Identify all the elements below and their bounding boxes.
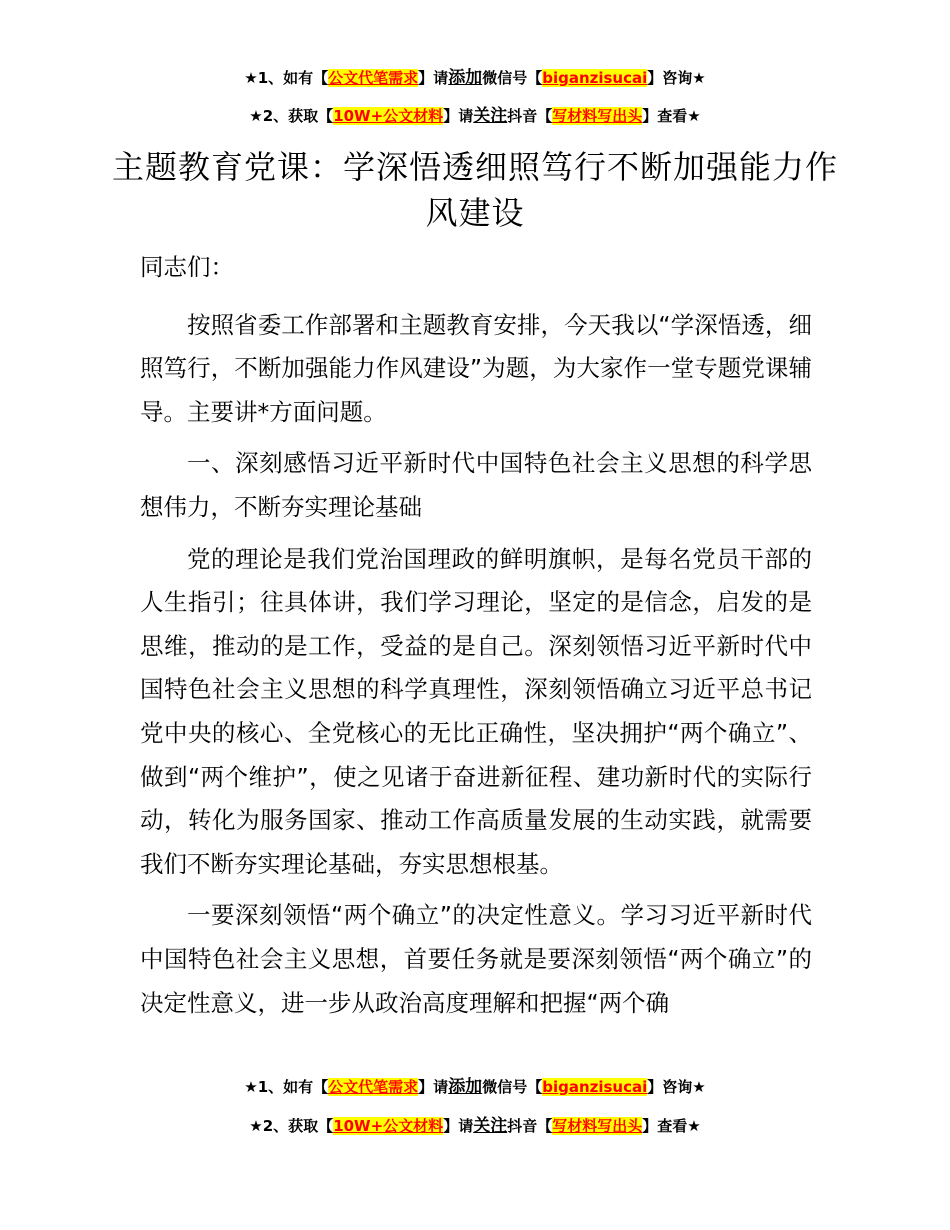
promo-text: 2、获取【 xyxy=(262,1117,334,1135)
promo-text: 】请 xyxy=(418,1078,449,1096)
promo-text: 2、获取【 xyxy=(262,107,334,125)
promo-line-2-footer xyxy=(0,1116,950,1136)
paragraph: 党的理论是我们党治国理政的鲜明旗帜，是每名党员干部的人生指引；往具体讲，我们学习理论，坚定的是信念，启发的是思维，推动的是工作，受益的是自己。深刻领悟习近平新时代中国特色社会主义思想的科学真理性，深刻领悟确立习近平总书记党中央的核心、全党核心的无比正确性，坚决拥护“两个确立”、做到“两个维护”，使之见诸于奋进新征程、建功新时代的实际行动，转化为服务国家、推动工作高质量发展的生动实践，就需要我们不断夯实理论基础，夯实思想根基。 xyxy=(140,544,812,878)
promo-highlight: biganzisucai xyxy=(542,69,648,87)
promo-text: 】咨询 xyxy=(647,1078,693,1096)
promo-highlight: 公文代笔需求 xyxy=(328,69,419,87)
promo-text: 】查看 xyxy=(642,1117,688,1135)
section-heading: 一、深刻感悟习近平新时代中国特色社会主义思想的科学思想伟力，不断夯实理论基础 xyxy=(140,449,812,521)
star-icon: ★ xyxy=(687,1117,701,1135)
star-icon: ★ xyxy=(249,1117,263,1135)
star-icon: ★ xyxy=(692,69,706,87)
star-icon: ★ xyxy=(249,107,263,125)
star-icon: ★ xyxy=(687,107,701,125)
promo-text: 】请 xyxy=(418,69,449,87)
promo-line-1-footer xyxy=(0,1077,950,1097)
star-icon: ★ xyxy=(244,69,258,87)
promo-text: 抖音【 xyxy=(507,1117,553,1135)
promo-text: 1、如有【 xyxy=(257,69,329,87)
promo-emphasis: 添加 xyxy=(448,1077,483,1097)
promo-emphasis: 关注 xyxy=(473,1116,508,1136)
promo-highlight: 10W+公文材料 xyxy=(333,1117,444,1135)
star-icon: ★ xyxy=(244,1078,258,1096)
promo-line-2 xyxy=(0,106,950,126)
promo-emphasis: 关注 xyxy=(473,106,508,126)
paragraph: 按照省委工作部署和主题教育安排，今天我以“学深悟透，细照笃行，不断加强能力作风建设”为题，为大家作一堂专题党课辅导。主要讲*方面问题。 xyxy=(140,310,812,426)
promo-emphasis: 添加 xyxy=(448,68,483,88)
promo-highlight: biganzisucai xyxy=(542,1078,648,1096)
document-body xyxy=(140,246,812,1033)
salutation: 同志们： xyxy=(140,253,234,281)
promo-text: 微信号【 xyxy=(482,69,543,87)
document-title: 主题教育党课：学深悟透细照笃行不断加强能力作风建设 xyxy=(111,148,838,232)
promo-text: 】咨询 xyxy=(647,69,693,87)
promo-text: 1、如有【 xyxy=(257,1078,329,1096)
promo-text: 】查看 xyxy=(642,107,688,125)
promo-text: 】请 xyxy=(443,1117,474,1135)
paragraph: 一要深刻领悟“两个确立”的决定性意义。学习习近平新时代中国特色社会主义思想，首要任务就是要深刻领悟“两个确立”的决定性意义，进一步从政治高度理解和把握“两个确 xyxy=(140,901,812,1017)
promo-highlight: 公文代笔需求 xyxy=(328,1078,419,1096)
promo-text: 微信号【 xyxy=(482,1078,543,1096)
promo-text: 抖音【 xyxy=(507,107,553,125)
promo-highlight: 写材料写出头 xyxy=(552,1117,643,1135)
promo-line-1 xyxy=(0,68,950,88)
promo-highlight: 写材料写出头 xyxy=(552,107,643,125)
promo-text: 】请 xyxy=(443,107,474,125)
promo-highlight: 10W+公文材料 xyxy=(333,107,444,125)
star-icon: ★ xyxy=(692,1078,706,1096)
